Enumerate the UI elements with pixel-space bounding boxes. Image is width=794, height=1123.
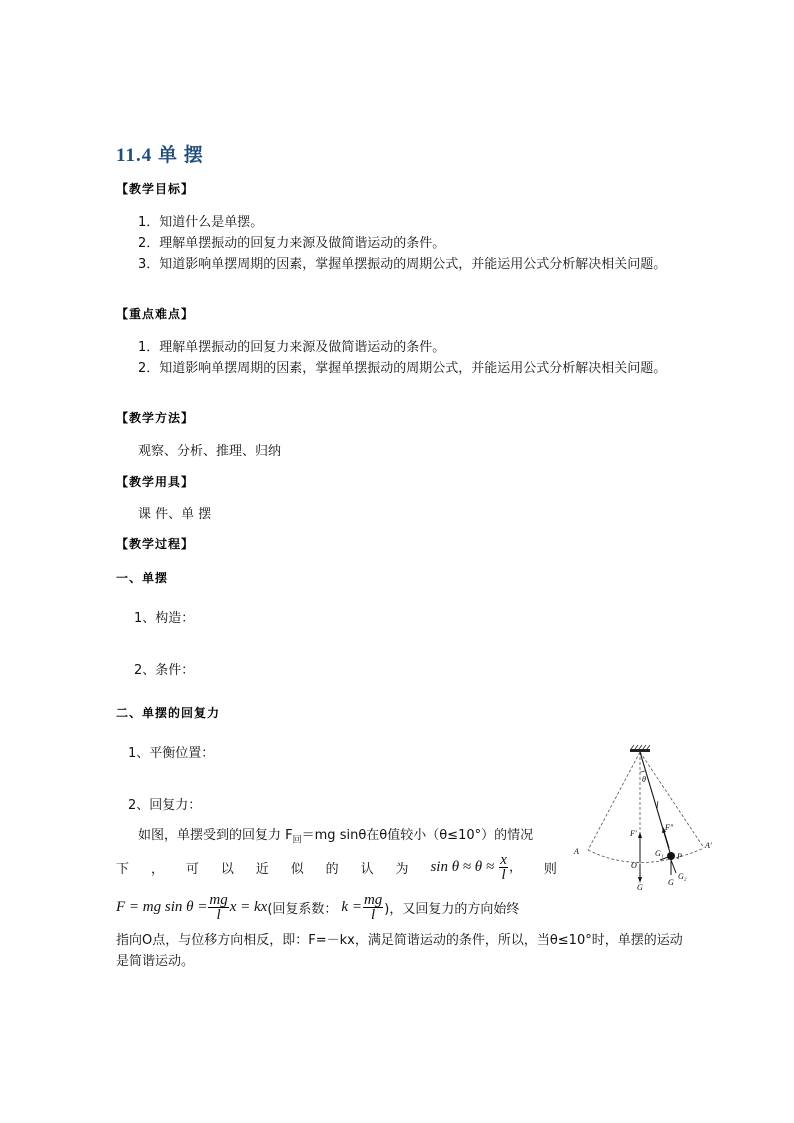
keypoints-header: 【重点难点】 — [116, 307, 195, 321]
tools-header: 【教学用具】 — [116, 475, 195, 489]
swing-arc — [588, 848, 704, 863]
process-header: 【教学过程】 — [116, 537, 195, 551]
restoring-force-line-4: 指向O点，与位移方向相反，即：F=－kx，满足简谐运动的条件，所以，当θ≤10°时，单摆的运动是简谐运动。 — [116, 933, 683, 969]
string-right-extreme — [640, 752, 704, 848]
goal-item-3: 3．知道影响单摆周期的因素，掌握单摆振动的周期公式，并能运用公式分析解决相关问题。 — [138, 257, 667, 272]
fraction-numerator: mg — [209, 892, 228, 908]
restoring-force-line-2 — [116, 853, 557, 882]
label-o: O — [631, 861, 637, 870]
label-p: P — [677, 852, 682, 861]
line3-rest: )，又回复力的方向始终 — [384, 902, 520, 917]
fraction-denominator: l — [216, 907, 221, 923]
tension-arrow — [664, 831, 669, 848]
line1-subscript: 回 — [292, 835, 302, 846]
x-over-l-fraction — [499, 853, 508, 882]
force-formula-b: x = kx — [229, 899, 268, 915]
force-formula-a: F = mg sin θ = — [116, 899, 208, 915]
label-l: l — [656, 800, 659, 810]
method-text: 观察、分析、推理、归纳 — [138, 444, 282, 459]
approx-math: sin θ ≈ θ ≈ — [430, 859, 495, 875]
keypoint-item-1: 1．理解单摆振动的回复力来源及做简谐运动的条件。 — [138, 340, 446, 355]
line2-word: 认 — [360, 862, 374, 877]
k-formula: k = — [341, 899, 362, 915]
tools-text: 课 件、单 摆 — [138, 507, 212, 522]
line2-word: 可 — [185, 862, 199, 877]
line2-word: 下 — [116, 862, 130, 877]
goal-item-2: 2．理解单摆振动的回复力来源及做简谐运动的条件。 — [138, 236, 446, 251]
restoring-force-line-1 — [138, 825, 533, 852]
line2-word: 的 — [325, 862, 339, 877]
line1-text-b: ＝mg sinθ在θ值较小（θ≤10°）的情况 — [301, 828, 534, 843]
force-f-prime-arrowhead — [638, 832, 642, 838]
section1-item-2: 2、条件： — [134, 663, 195, 678]
ceiling-hatch — [631, 745, 650, 749]
section2-item-2: 2、回复力： — [128, 798, 202, 813]
line2-end-word: 则 — [543, 862, 557, 877]
ceiling-support — [630, 749, 650, 752]
fraction-denominator: l — [371, 907, 376, 923]
fraction-numerator: x — [500, 852, 507, 868]
section2-item-1: 1、平衡位置： — [128, 746, 215, 761]
label-g-bob: G — [668, 878, 674, 887]
small-angle-approx — [430, 853, 522, 882]
line1-text-a: 如图，单摆受到的回复力 F — [138, 828, 293, 843]
label-f-prime: F′ — [630, 829, 637, 838]
keypoint-item-2: 2．知道影响单摆周期的因素，掌握单摆振动的周期公式，并能运用公式分析解决相关问题。 — [138, 361, 667, 376]
fraction-numerator: mg — [363, 892, 383, 908]
label-theta: θ — [642, 775, 646, 784]
section1-item-1: 1、构造： — [134, 611, 195, 626]
label-g: G — [637, 883, 643, 892]
goal-item-1: 1．知道什么是单摆。 — [138, 215, 264, 230]
line2-comma: ， — [508, 860, 522, 875]
label-a: A — [574, 847, 579, 856]
label-g1: G₁ — [655, 849, 664, 858]
page-title: 11.4 单 摆 — [116, 145, 204, 166]
g2-component-arrow — [671, 860, 676, 873]
line2-word: 以 — [220, 862, 234, 877]
line2-word: 似 — [290, 862, 304, 877]
goals-header: 【教学目标】 — [116, 182, 195, 196]
coefficient-label: (回复系数： — [267, 902, 338, 917]
fraction-denominator: l — [501, 867, 506, 883]
label-a-prime: A′ — [705, 841, 712, 850]
restoring-force-line-3 — [116, 893, 519, 922]
mg-over-l-fraction — [208, 893, 228, 922]
section2-title: 二、单摆的回复力 — [116, 706, 221, 720]
line2-word: 为 — [395, 862, 409, 877]
label-g2: G₂ — [678, 872, 687, 881]
line2-word: 近 — [255, 862, 269, 877]
method-header: 【教学方法】 — [116, 411, 195, 425]
label-f-dprime: F″ — [665, 823, 674, 832]
line2-word: ， — [150, 862, 164, 877]
k-mg-over-l-fraction — [363, 893, 383, 922]
section1-title: 一、单摆 — [116, 571, 169, 585]
pendulum-diagram — [568, 744, 718, 892]
